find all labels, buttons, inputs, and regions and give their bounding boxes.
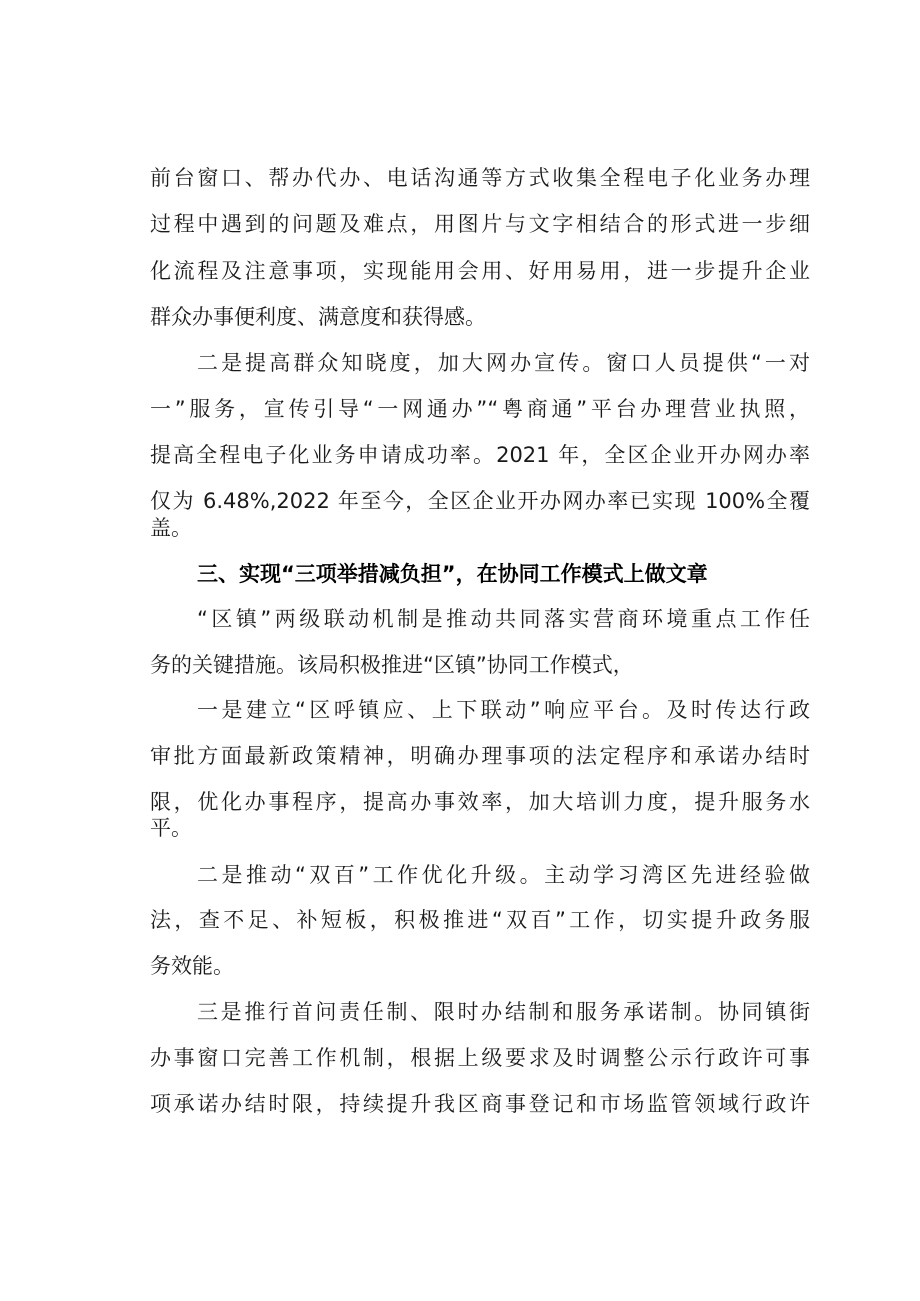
paragraph-line: 项承诺办结时限，持续提升我区商事登记和市场监管领域行政许	[150, 1092, 810, 1116]
paragraph-line: 过程中遇到的问题及难点，用图片与文字相结合的形式进一步细	[150, 212, 810, 236]
paragraph-line: 提高全程电子化业务申请成功率。2021 年，全区企业开办网办率	[150, 443, 810, 467]
paragraph-line: 二是提高群众知晓度，加大网办宣传。窗口人员提供“一对	[197, 351, 810, 375]
paragraph-line: 前台窗口、帮办代办、电话沟通等方式收集全程电子化业务办理	[150, 166, 810, 190]
paragraph-line: 三是推行首问责任制、限时办结制和服务承诺制。协同镇街	[197, 1000, 810, 1024]
paragraph-line: 一是建立“区呼镇应、上下联动”响应平台。及时传达行政	[197, 698, 810, 722]
paragraph-line: 化流程及注意事项，实现能用会用、好用易用，进一步提升企业	[150, 259, 810, 283]
paragraph-line: 务的关键措施。该局积极推进“区镇”协同工作模式，	[150, 653, 634, 677]
paragraph-line: 二是推动“双百”工作优化升级。主动学习湾区先进经验做	[197, 863, 810, 887]
paragraph-line: 务效能。	[150, 954, 234, 978]
paragraph-line: “区镇”两级联动机制是推动共同落实营商环境重点工作任	[197, 607, 810, 631]
paragraph-line: 法，查不足、补短板，积极推进“双百”工作，切实提升政务服	[150, 908, 810, 932]
paragraph-line: 盖。	[150, 516, 192, 540]
section-heading: 三、实现“三项举措减负担”，在协同工作模式上做文章	[197, 562, 708, 586]
paragraph-line: 办事窗口完善工作机制，根据上级要求及时调整公示行政许可事	[150, 1046, 810, 1070]
paragraph-line: 限，优化办事程序，提高办事效率，加大培训力度，提升服务水	[150, 790, 810, 814]
paragraph-line: 审批方面最新政策精神，明确办理事项的法定程序和承诺办结时	[150, 744, 810, 768]
paragraph-line: 一”服务，宣传引导“一网通办”“粤商通”平台办理营业执照，	[150, 397, 810, 421]
paragraph-line: 群众办事便利度、满意度和获得感。	[150, 305, 486, 329]
paragraph-line: 平。	[150, 816, 192, 840]
paragraph-line: 仅为 6.48%,2022 年至今，全区企业开办网办率已实现 100%全覆	[150, 489, 810, 513]
